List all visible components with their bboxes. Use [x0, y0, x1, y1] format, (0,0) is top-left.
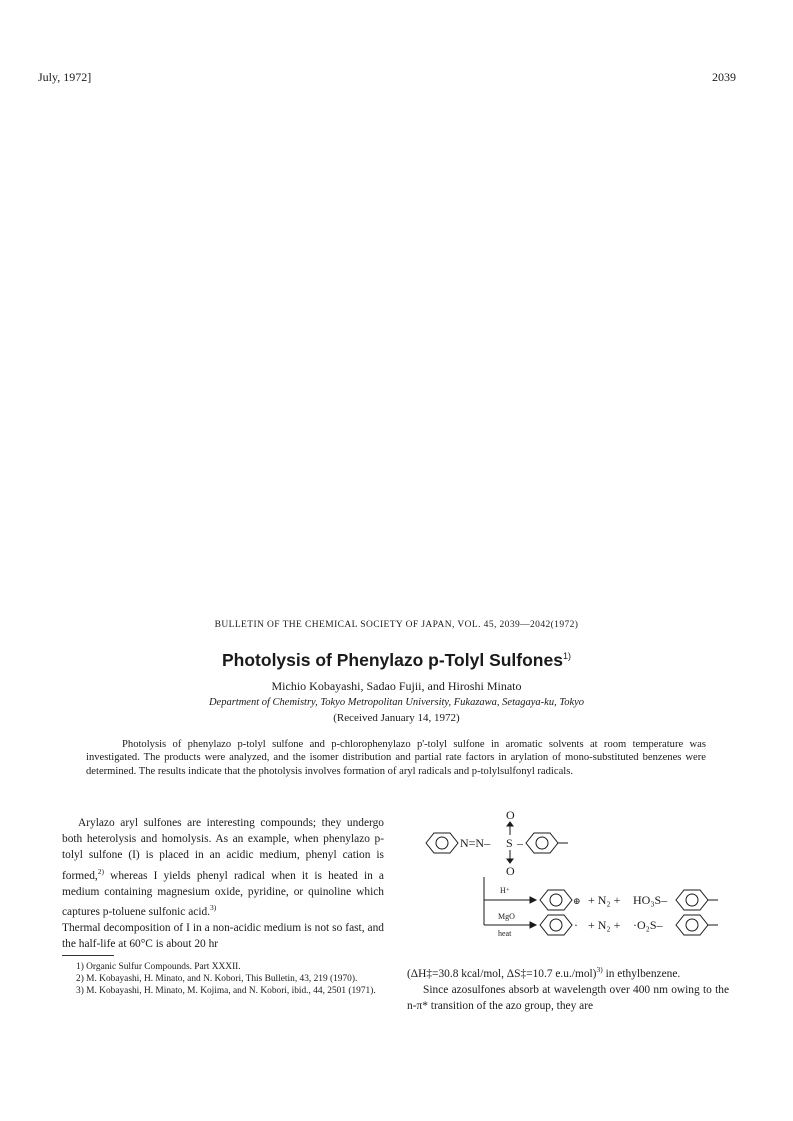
nitrogen-product-label: + N₂ +	[588, 893, 621, 907]
benzene-ring-icon	[676, 915, 718, 935]
body-paragraph-1	[62, 815, 384, 920]
citation-ref: 3)	[596, 965, 603, 974]
footnote-divider	[62, 955, 114, 956]
footnotes	[62, 961, 384, 998]
sulfonyl-radical-label: ·O₂S–	[633, 918, 663, 932]
benzene-ring-icon	[540, 915, 572, 935]
reaction-scheme-svg	[420, 805, 740, 955]
body-paragraph-2: Thermal decomposition of I in a non-acidic medium is not so fast, and the half-life at 60°C is about 20 hr	[62, 921, 384, 951]
affiliation: Department of Chemistry, Tokyo Metropolitan University, Fukazawa, Setagaya-ku, Tokyo	[208, 697, 585, 708]
footnote: 1) Organic Sulfur Compounds. Part XXXII.	[76, 962, 241, 972]
bond-dash: –	[517, 836, 523, 850]
page-number: 2039	[712, 70, 736, 84]
author-list: Michio Kobayashi, Sadao Fujii, and Hiroshi Minato	[271, 679, 522, 693]
radical-mark: ·	[574, 918, 578, 932]
footnote: 3) M. Kobayashi, H. Minato, M. Kojima, and N. Kobori, ibid., 44, 2501 (1971).	[76, 986, 376, 997]
benzene-ring-icon	[540, 890, 572, 910]
article-title-text: Photolysis of Phenylazo p-Tolyl Sulfones	[222, 650, 563, 670]
abstract: Photolysis of phenylazo p-tolyl sulfone and p-chlorophenylazo p'-tolyl sulfone in aromatic solvents at room temperature was investigated. The products were analyzed, and the isomer distribution and partial rate factors in arylation of mono-substituted benzenes were determined. The results indicate that the photolysis involves formation of aryl radicals and p-tolylsulfonyl radicals.	[86, 739, 706, 777]
received-date: (Received January 14, 1972)	[333, 712, 460, 724]
mgo-condition-label: MgO	[498, 912, 515, 921]
body-paragraph-3	[407, 962, 729, 982]
citation-ref: 2)	[97, 866, 104, 876]
body-text: whereas I yields phenyl radical when it is heated in a medium containing magnesium oxide, pyridine, or quinoline which captures p-toluene sulfonic acid.	[62, 869, 384, 918]
running-header-date: July, 1972]	[38, 70, 92, 84]
citation-ref: 3)	[210, 902, 217, 912]
sulfonic-acid-label: HO₃S–	[633, 893, 668, 907]
benzene-ring-icon	[676, 890, 718, 910]
footnote: 2) M. Kobayashi, H. Minato, and N. Kobori, This Bulletin, 43, 219 (1970).	[76, 974, 358, 985]
acid-condition-label: H⁺	[500, 886, 510, 895]
sulfonyl-oxygen-top: O	[506, 808, 515, 822]
cation-mark: ⊕	[573, 896, 581, 906]
azo-group-label: N=N–	[460, 836, 491, 850]
sulfur-label: S	[506, 836, 513, 850]
body-paragraph-4: Since azosulfones absorb at wavelength over 400 nm owing to the n-π* transition of the azo group, they are	[407, 984, 729, 1013]
article-title	[0, 650, 793, 671]
reaction-scheme	[420, 805, 740, 960]
sulfonyl-oxygen-bottom: O	[506, 864, 515, 878]
body-text: (ΔH‡=30.8 kcal/mol, ΔS‡=10.7 e.u./mol)	[407, 967, 597, 980]
journal-citation-line: BULLETIN OF THE CHEMICAL SOCIETY OF JAPAN, VOL. 45, 2039—2042(1972)	[214, 620, 579, 630]
heat-condition-label: heat	[498, 929, 512, 938]
benzene-ring-icon	[526, 833, 568, 853]
benzene-ring-icon	[426, 833, 458, 853]
body-text: in ethylbenzene.	[602, 967, 681, 980]
nitrogen-product-label: + N₂ +	[588, 918, 621, 932]
body-column-left	[62, 815, 384, 952]
body-column-right	[407, 962, 729, 1014]
title-footnote-ref: 1)	[562, 651, 571, 662]
body-text: Arylazo aryl sulfones are interesting compounds; they undergo both heterolysis and homolysis. As an example, when phenylazo p-tolyl sulfone (I) is placed in an acidic medium, phenyl cation is formed,	[62, 817, 384, 882]
